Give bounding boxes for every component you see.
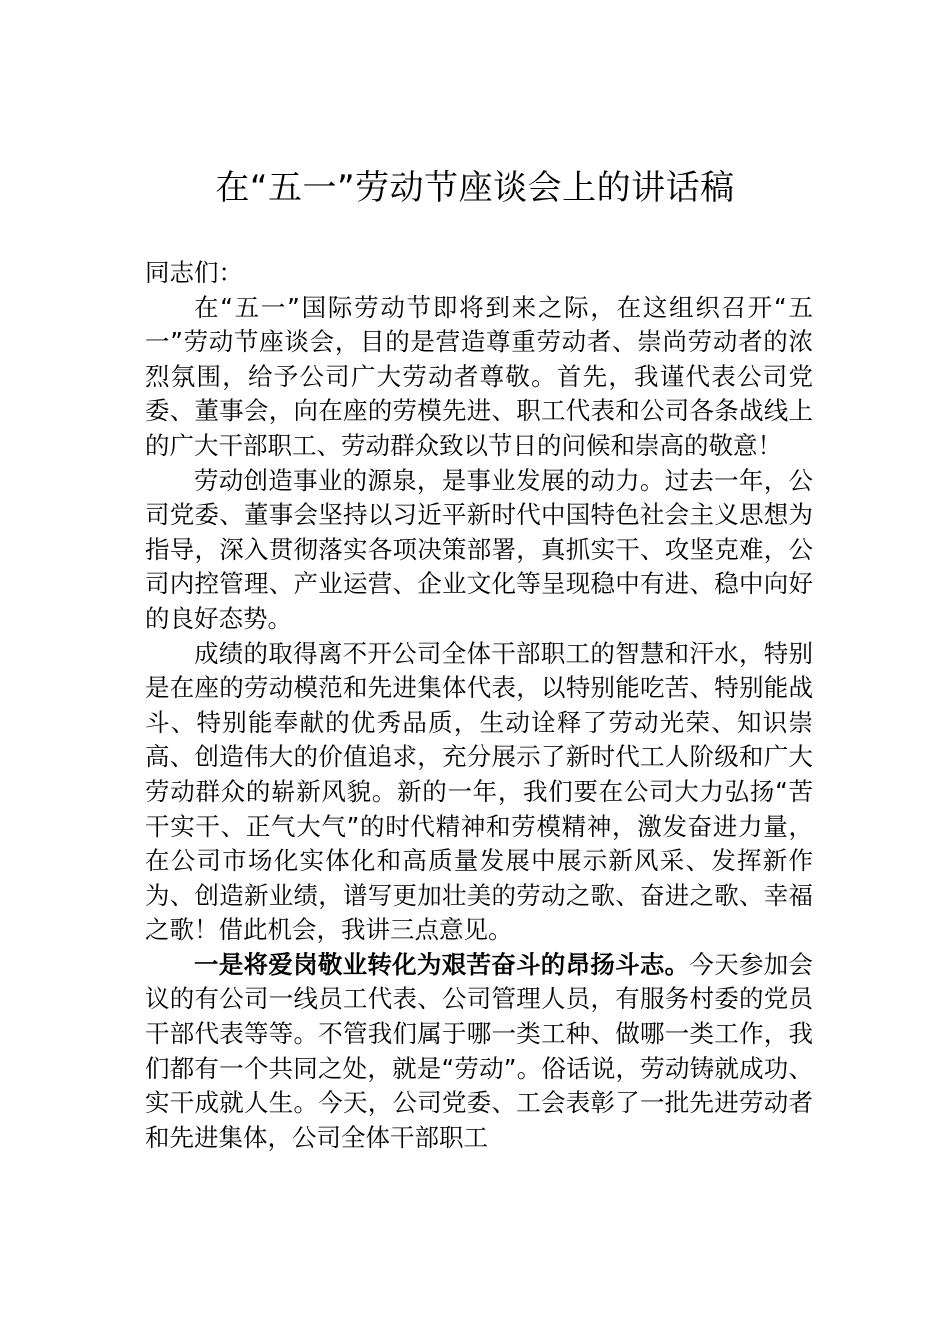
paragraph-1 xyxy=(145,291,813,464)
document-title: 在“五一”劳动节座谈会上的讲话稿 xyxy=(215,168,735,208)
paragraph-2 xyxy=(145,464,813,637)
salutation: 同志们： xyxy=(145,258,243,287)
paragraph-4 xyxy=(145,948,813,1156)
paragraph-4-text: 今天参加会议的有公司一线员工代表、公司管理人员，有服务村委的党员干部代表等等。不管我们属于哪一类工种、做哪一类工作，我们都有一个共同之处，就是“劳动”。俗话说，劳动铸就成功、实干成就人生。今天，公司党委、工会表彰了一批先进劳动者和先进集体，公司全体干部职工 xyxy=(145,949,814,1152)
paragraph-3-text: 成绩的取得离不开公司全体干部职工的智慧和汗水，特别是在座的劳动模范和先进集体代表，以特别能吃苦、特别能战斗、特别能奉献的优秀品质，生动诠释了劳动光荣、知识崇高、创造伟大的价值追求，充分展示了新时代工人阶级和广大劳动群众的崭新风貌。新的一年，我们要在公司大力弘扬“苦干实干、正气大气”的时代精神和劳模精神，激发奋进力量，在公司市场化实体化和高质量发展中展示新风采、发挥新作为、创造新业绩，谱写更加壮美的劳动之歌、奋进之歌、幸福之歌！借此机会，我讲三点意见。 xyxy=(145,638,813,945)
paragraph-1-text: 在“五一”国际劳动节即将到来之际，在这组织召开“五一”劳动节座谈会，目的是营造尊重劳动者、崇尚劳动者的浓烈氛围，给予公司广大劳动者尊敬。首先，我谨代表公司党委、董事会，向在座的劳模先进、职工代表和公司各条战线上的广大干部职工、劳动群众致以节日的问候和崇高的敬意！ xyxy=(145,292,813,460)
document-body xyxy=(145,256,813,1155)
paragraph-3 xyxy=(145,637,813,948)
paragraph-2-text: 劳动创造事业的源泉，是事业发展的动力。过去一年，公司党委、董事会坚持以习近平新时代中国特色社会主义思想为指导，深入贯彻落实各项决策部署，真抓实干、攻坚克难，公司内控管理、产业运营、企业文化等呈现稳中有进、稳中向好的良好态势。 xyxy=(145,465,813,633)
paragraph-4-lead-heading: 一是将爱岗敬业转化为艰苦奋斗的昂扬斗志。 xyxy=(194,949,690,979)
